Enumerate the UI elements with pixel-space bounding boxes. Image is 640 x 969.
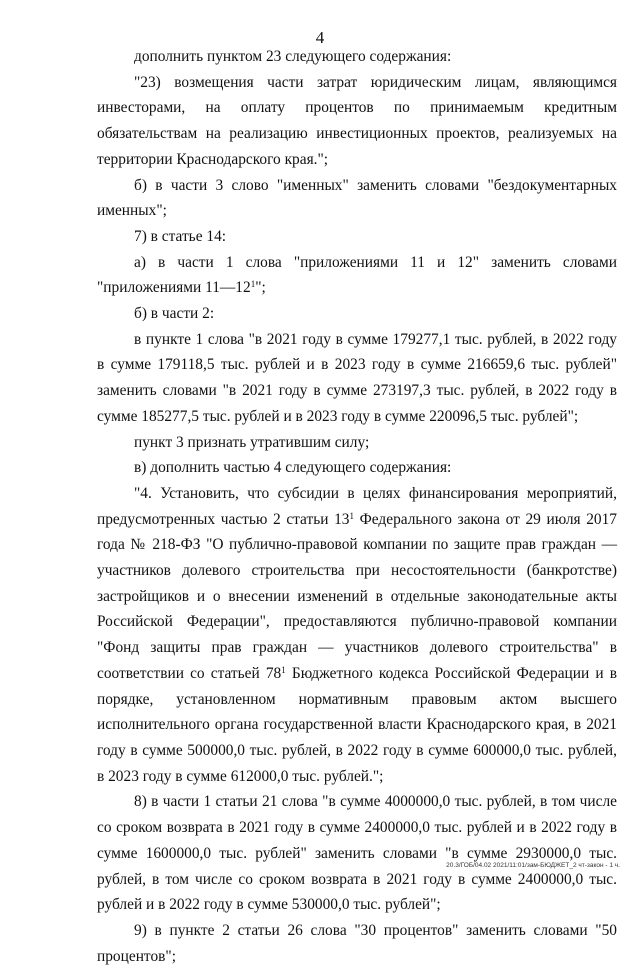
document-body xyxy=(97,44,617,969)
paragraph-point-3: пункт 3 признать утратившим силу; xyxy=(134,433,370,451)
paragraph-add-point-23: дополнить пунктом 23 следующего содержания: xyxy=(134,48,452,65)
paragraph-add-part-4: в) дополнить частью 4 следующего содержания: xyxy=(134,459,452,477)
paragraph-article-21: 8) в части 1 статьи 21 слова "в сумме 4000000,0 тыс. рублей, в том числе со сроком возврата в 2021 году в сумме 2400000,0 тыс. рублей и в 2022 году в сумме 1600000,0 тыс. рублей" заменить словами "в сумме 2930000,0 тыс. рублей, в том числе со сроком возврата в 2021 году в сумме 2400000,0 тыс. рублей и в 2022 году в сумме 530000,0 тыс. рублей"; xyxy=(97,793,617,914)
paragraph-part-1: а) в части 1 слова "приложениями 11 и 12" заменить словами "приложениями $11—12^1$"; xyxy=(97,253,617,297)
paragraph-article-26: 9) в пункте 2 статьи 26 слова "30 процентов" заменить словами "50 процентов"; xyxy=(97,921,617,965)
footer-file-stamp: 20.3/ГОБ/04.02 2021/11:01/зам-БЮДЖЕТ_2 чт-закон - 1 ч. xyxy=(446,862,620,869)
paragraph-part-4-text: "4. Установить, что субсидии в целях финансирования мероприятий, предусмотренных частью 2 статьи $13^1$ Федерального закона от 29 июля 2017 года № 218-ФЗ "О публично-правовой компании по защите прав граждан — участников долевого строительства при несостоятельности (банкротстве) застройщиков и о внесении изменений в отдельные законодательные акты Российской Федерации", предоставляются публично-правовой компании "Фонд защиты прав граждан — участников долевого строительства" в соответствии со статьей $78^1$ Бюджетного кодекса Российской Федерации и в порядке, установленном нормативным правовым актом высшего исполнительного органа государственной власти Краснодарского края, в 2021 году в сумме 500000,0 тыс. рублей, в 2022 году в сумме 600000,0 тыс. рублей, в 2023 году в сумме 612000,0 тыс. рублей."; xyxy=(97,484,617,785)
paragraph-part-2: б) в части 2: xyxy=(134,305,215,323)
paragraph-part-3: б) в части 3 слово "именных" заменить словами "бездокументарных именных"; xyxy=(97,176,617,220)
page-number: 4 xyxy=(315,28,325,47)
paragraph-point-1: в пункте 1 слова "в 2021 году в сумме 179277,1 тыс. рублей, в 2022 году в сумме 179118,5 тыс. рублей и в 2023 году в сумме 216659,6 тыс. рублей" заменить словами "в 2021 году в сумме 273197,3 тыс. рублей, в 2022 году в сумме 185277,5 тыс. рублей и в 2023 году в сумме 220096,5 тыс. рублей"; xyxy=(97,330,617,425)
superscript: 1 xyxy=(250,279,256,290)
paragraph-point-23-text: "23) возмещения части затрат юридическим лицам, являющимся инвесторами, на оплату процентов по принимаемым кредитным обязательствам на реализацию инвестиционных проектов, реализуемых на территории Краснодарского края."; xyxy=(97,73,617,168)
superscript: 1 xyxy=(349,510,354,521)
paragraph-article-14: 7) в статье 14: xyxy=(134,227,227,245)
superscript: 1 xyxy=(281,664,286,675)
